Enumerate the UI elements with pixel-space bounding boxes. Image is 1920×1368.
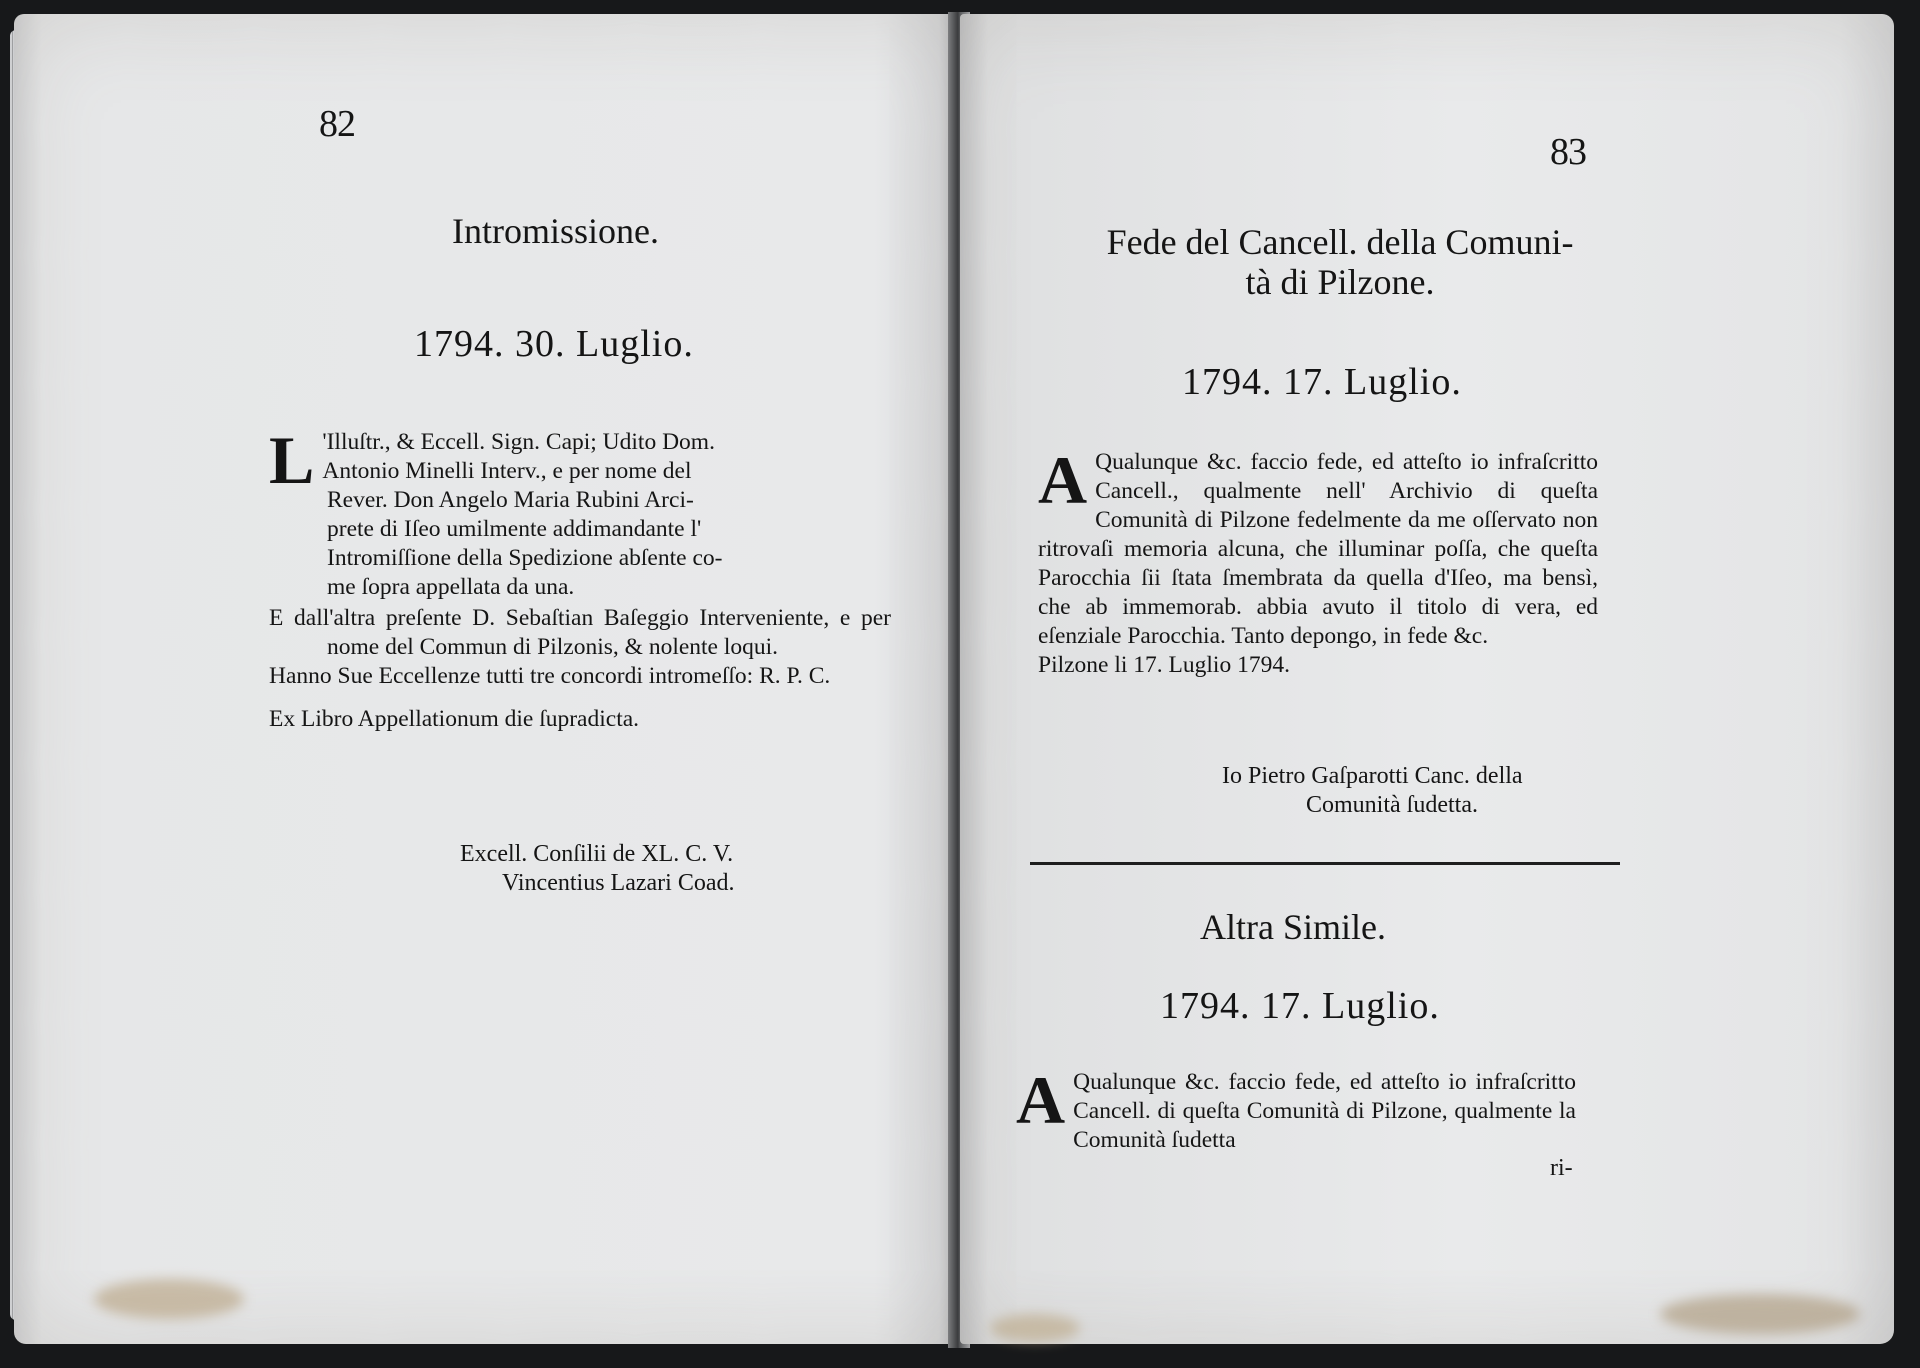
date-right-2: 1794. 17. Luglio. xyxy=(1160,985,1440,1027)
signature-line-2: Vincentius Lazari Coad. xyxy=(502,870,735,896)
text-line: Rever. Don Angelo Maria Rubini Arci- xyxy=(327,487,694,513)
date-right-1: 1794. 17. Luglio. xyxy=(1182,361,1462,403)
drop-cap-right-2: A xyxy=(1016,1062,1066,1138)
signature-line-1: Io Pietro Gaſparotti Canc. della xyxy=(1222,763,1523,789)
catchword: ri- xyxy=(1550,1155,1573,1181)
title-line-1: Fede del Cancell. della Comuni- xyxy=(1106,222,1574,262)
right-text-block-2 xyxy=(1016,1062,1576,1155)
paragraph-3-left: Hanno Sue Eccellenze tutti tre concordi intromeſſo: R. P. C. xyxy=(269,663,831,689)
page-number-left: 82 xyxy=(319,103,355,145)
text-line: Antonio Minelli Interv., e per nome del xyxy=(322,458,692,484)
section-title-left: Intromissione. xyxy=(452,211,659,251)
drop-cap-right-1: A xyxy=(1038,442,1088,518)
text-line: prete di Iſeo umilmente addimandante l' xyxy=(327,516,702,542)
paragraphs-left xyxy=(269,604,891,734)
paragraph-1-left xyxy=(269,422,891,602)
left-page xyxy=(14,14,956,1344)
foxing-stain xyxy=(990,1314,1080,1342)
text-line: me ſopra appellata da una. xyxy=(327,574,575,600)
signature-line-1: Excell. Conſilii de XL. C. V. xyxy=(460,841,734,867)
paragraph-4-left: Ex Libro Appellationum die ſupradicta. xyxy=(269,706,640,732)
foxing-stain xyxy=(94,1279,244,1319)
signature-right xyxy=(1222,762,1523,820)
left-text-block xyxy=(269,422,891,734)
place-date-right: Pilzone li 17. Luglio 1794. xyxy=(1038,652,1290,678)
page-number-right: 83 xyxy=(1550,131,1586,173)
section-title-right xyxy=(1040,222,1640,302)
section-divider xyxy=(1030,862,1620,865)
title-line-2: tà di Pilzone. xyxy=(1245,262,1435,302)
signature-line-2: Comunità ſudetta. xyxy=(1306,792,1478,818)
paragraph-2-right: Qualunque &c. faccio fede, ed atteſto io infraſcritto Cancell. di queſta Comunità di Pilzone, qualmente la Comunità ſudetta xyxy=(1073,1069,1576,1153)
paragraph-1-right: Qualunque &c. faccio fede, ed atteſto io infraſcritto Cancell., qualmente nell' Archivio di queſta Comunità di Pilzone fedelmente da me oſſervato non ritrovaſi memoria alcuna, che illuminar poſſa, che queſta Parocchia ſii ſtata ſmembrata da quella d'Iſeo, ma bensì, che ab immemorab. abbia avuto il titolo di vera, ed eſenziale Parocchia. Tanto depongo, in fede &c. xyxy=(1038,449,1598,649)
section-title-right-2: Altra Simile. xyxy=(1200,907,1386,947)
text-line: 'Illuſtr., & Eccell. Sign. Capi; Udito Dom. xyxy=(322,429,715,455)
right-text-block-1 xyxy=(1038,442,1598,680)
right-page xyxy=(960,14,1894,1344)
signature-left xyxy=(460,840,734,898)
text-line: Intromiſſione della Spedizione abſente co- xyxy=(327,545,723,571)
date-left: 1794. 30. Luglio. xyxy=(414,323,694,365)
foxing-stain xyxy=(1660,1294,1860,1334)
paragraph-2-left: E dall'altra preſente D. Sebaſtian Baſeggio Interveniente, e per nome del Commun di Pilzonis, & nolente loqui. xyxy=(269,605,891,660)
drop-cap-left: L xyxy=(269,422,315,498)
